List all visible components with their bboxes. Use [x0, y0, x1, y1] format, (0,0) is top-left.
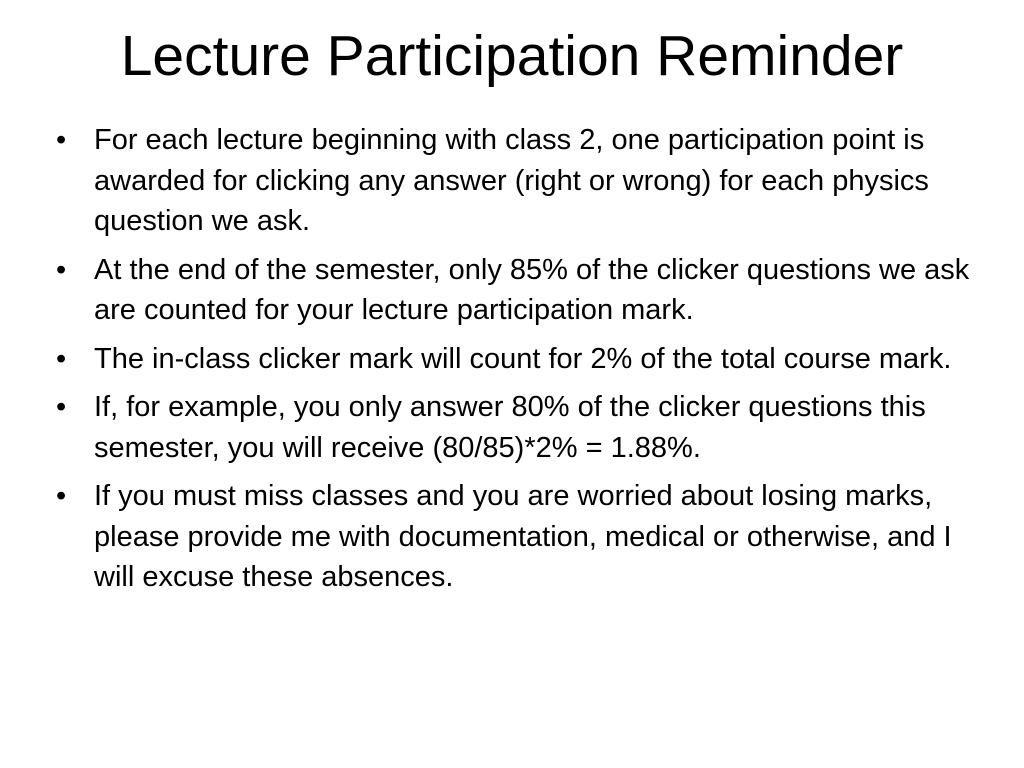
bullet-icon: • — [56, 124, 67, 156]
bullet-text: For each lecture beginning with class 2, one participation point is awarded for clicking any answer (right or wrong) for each physics question we ask. — [94, 124, 929, 237]
bullet-item-class-2-participation — [56, 120, 991, 242]
bullet-icon: • — [56, 342, 67, 375]
bullet-item-absences — [56, 476, 991, 598]
bullet-icon: • — [56, 480, 67, 512]
bullet-icon: • — [56, 253, 67, 286]
bullet-text: The in-class clicker mark will count for 2% of the total course mark. — [94, 342, 952, 375]
bullet-item-2-percent — [56, 339, 991, 380]
bullet-text: At the end of the semester, only 85% of the clicker questions we ask are counted for your lecture participation mark. — [94, 253, 970, 326]
bullet-item-85-percent — [56, 250, 991, 331]
bullet-text: If you must miss classes and you are worried about losing marks, please provide me with documentation, medical or otherwise, and I will excuse these absences. — [94, 480, 952, 593]
bullet-item-example — [56, 387, 991, 468]
bullet-icon: • — [56, 391, 67, 423]
bullet-text: If, for example, you only answer 80% of the clicker questions this semester, you will receive (80/85)*2% = 1.88%. — [94, 391, 926, 464]
slide-title: Lecture Participation Reminder — [120, 24, 904, 88]
bullet-list — [56, 120, 991, 606]
